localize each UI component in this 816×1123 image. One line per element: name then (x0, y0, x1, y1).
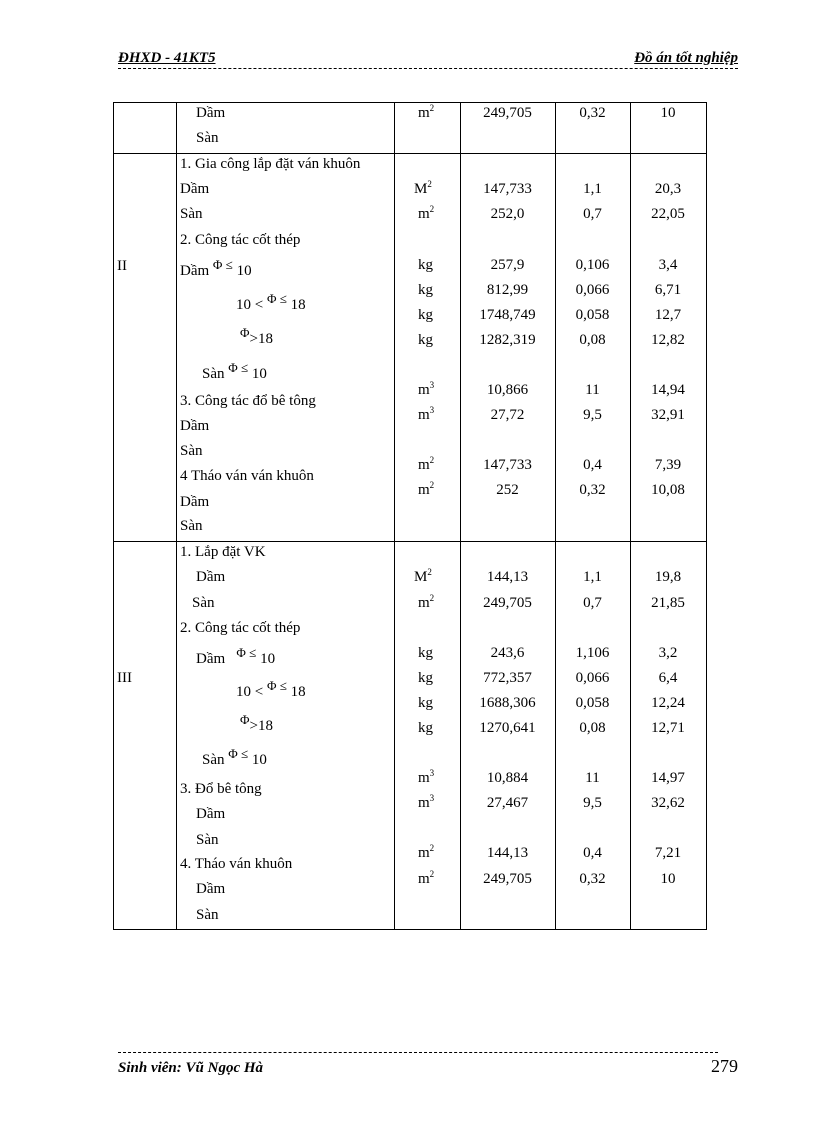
norm-cell: 11 (585, 382, 600, 398)
result-cell: 12,24 (651, 695, 685, 711)
section-number: III (117, 670, 132, 686)
unit-cell: $m^2$ (418, 103, 435, 121)
quantity-cell: 1748,749 (479, 307, 536, 323)
work-label: Dầm (196, 806, 226, 822)
norm-cell: 0,32 (579, 482, 606, 498)
work-label: Dầm (180, 418, 210, 434)
work-label: Dầm (180, 181, 210, 197)
work-label: 3. Đổ bê tông (180, 781, 262, 797)
table-bottom-border (113, 929, 707, 930)
quantity-cell: 243,6 (490, 645, 525, 661)
unit-cell: kg (418, 332, 433, 348)
work-label: Sàn Φ ≤ 10 (202, 360, 267, 382)
result-cell: 7,21 (654, 845, 682, 861)
norm-cell: 0,066 (575, 282, 610, 298)
unit-cell: $m^2$ (418, 480, 435, 498)
work-label: Dầm (180, 494, 210, 510)
work-label: 3. Công tác đổ bê tông (180, 393, 316, 409)
norm-cell: 0,106 (575, 257, 610, 273)
quantity-cell: 249,705 (483, 105, 532, 121)
work-label: 10 < Φ ≤ 18 (236, 291, 306, 313)
work-label: 1. Lắp đặt VK (180, 544, 266, 560)
unit-cell: $M^2$ (414, 179, 432, 197)
quantity-cell: 257,9 (490, 257, 525, 273)
unit-cell: kg (418, 282, 433, 298)
quantity-cell: 1282,319 (479, 332, 536, 348)
norm-cell: 9,5 (583, 795, 602, 811)
result-cell: 19,8 (654, 569, 682, 585)
norm-cell: 0,058 (575, 695, 610, 711)
work-label: Φ>18 (240, 712, 273, 734)
footer-student: Sinh viên: Vũ Ngọc Hà (118, 1060, 264, 1076)
unit-cell: kg (418, 695, 433, 711)
quantity-cell: 772,357 (483, 670, 532, 686)
header-divider (118, 68, 738, 69)
result-cell: 12,71 (651, 720, 685, 736)
result-cell: 3,4 (658, 257, 678, 273)
work-label: 4. Tháo ván khuôn (180, 856, 293, 872)
unit-cell: kg (418, 257, 433, 273)
unit-cell: kg (418, 720, 433, 736)
work-label: 4 Tháo ván ván khuôn (180, 468, 314, 484)
norm-cell: 0,08 (579, 720, 606, 736)
work-label: 1. Gia công lắp đặt ván khuôn (180, 156, 361, 172)
result-cell: 21,85 (651, 595, 685, 611)
unit-cell: $m^3$ (418, 793, 435, 811)
result-cell: 10 (660, 105, 676, 121)
work-label: 2. Công tác cốt thép (180, 232, 301, 248)
norm-cell: 0,32 (579, 105, 606, 121)
unit-cell: $m^2$ (418, 843, 435, 861)
work-label: 10 < Φ ≤ 18 (236, 678, 306, 700)
unit-cell: $M^2$ (414, 567, 432, 585)
result-cell: 10,08 (651, 482, 685, 498)
quantity-cell: 27,72 (490, 407, 525, 423)
work-label: Sàn (180, 518, 203, 534)
work-label: Sàn (180, 206, 203, 222)
unit-cell: $m^2$ (418, 869, 435, 887)
unit-cell: $m^2$ (418, 204, 435, 222)
unit-cell: $m^3$ (418, 380, 435, 398)
table-top-border (113, 102, 707, 103)
quantity-cell: 812,99 (486, 282, 529, 298)
norm-cell: 0,7 (583, 206, 602, 222)
work-label: Sàn (196, 130, 219, 146)
quantity-cell: 249,705 (483, 595, 532, 611)
unit-cell: $m^2$ (418, 593, 435, 611)
work-label: Dầm Φ ≤ 10 (180, 257, 252, 279)
work-label: Sàn Φ ≤ 10 (202, 746, 267, 768)
norm-cell: 0,4 (583, 845, 602, 861)
norm-cell: 0,058 (575, 307, 610, 323)
quantity-cell: 252,0 (490, 206, 525, 222)
norm-cell: 1,1 (583, 181, 602, 197)
unit-cell: kg (418, 670, 433, 686)
row-divider (113, 153, 707, 154)
unit-cell: kg (418, 645, 433, 661)
norm-cell: 1,1 (583, 569, 602, 585)
row-divider (113, 541, 707, 542)
quantity-cell: 144,13 (486, 569, 529, 585)
work-label: Dầm (196, 569, 226, 585)
result-cell: 14,94 (651, 382, 685, 398)
unit-cell: kg (418, 307, 433, 323)
quantity-cell: 252 (496, 482, 519, 498)
work-label: Sàn (180, 443, 203, 459)
norm-cell: 0,4 (583, 457, 602, 473)
work-label: Φ>18 (240, 325, 273, 347)
norm-cell: 0,066 (575, 670, 610, 686)
page-number: 279 (711, 1056, 738, 1076)
unit-cell: $m^3$ (418, 405, 435, 423)
norm-cell: 11 (585, 770, 600, 786)
quantity-cell: 1688,306 (479, 695, 536, 711)
work-label: Dầm (196, 881, 226, 897)
result-cell: 10 (660, 871, 676, 887)
work-label: Sàn (192, 595, 215, 611)
result-cell: 32,91 (651, 407, 685, 423)
work-label: Dầm Φ ≤ 10 (196, 645, 276, 667)
norm-cell: 0,32 (579, 871, 606, 887)
unit-cell: $m^2$ (418, 455, 435, 473)
work-label: Sàn (196, 907, 219, 923)
work-label: Sàn (196, 832, 219, 848)
quantity-cell: 1270,641 (479, 720, 536, 736)
result-cell: 6,71 (654, 282, 682, 298)
result-cell: 3,2 (658, 645, 678, 661)
result-cell: 12,82 (651, 332, 685, 348)
result-cell: 32,62 (651, 795, 685, 811)
result-cell: 6,4 (658, 670, 678, 686)
section-number: II (117, 258, 127, 274)
norm-cell: 1,106 (575, 645, 610, 661)
quantity-cell: 144,13 (486, 845, 529, 861)
result-cell: 7,39 (654, 457, 682, 473)
quantity-cell: 147,733 (483, 181, 532, 197)
norm-cell: 0,7 (583, 595, 602, 611)
footer-divider (118, 1052, 718, 1053)
column-divider (176, 102, 177, 930)
result-cell: 12,7 (654, 307, 682, 323)
quantity-cell: 27,467 (486, 795, 529, 811)
result-cell: 14,97 (651, 770, 685, 786)
quantity-cell: 10,884 (486, 770, 529, 786)
header-right: Đồ án tốt nghiệp (634, 50, 738, 66)
column-divider (394, 102, 395, 930)
result-cell: 20,3 (654, 181, 682, 197)
norm-cell: 0,08 (579, 332, 606, 348)
norm-cell: 9,5 (583, 407, 602, 423)
quantity-cell: 249,705 (483, 871, 532, 887)
unit-cell: $m^3$ (418, 768, 435, 786)
work-label: 2. Công tác cốt thép (180, 620, 301, 636)
work-label: Dầm (196, 105, 226, 121)
column-divider (706, 102, 707, 930)
column-divider (113, 102, 114, 930)
quantity-cell: 147,733 (483, 457, 532, 473)
header-left: ĐHXD - 41KT5 (118, 50, 216, 66)
result-cell: 22,05 (651, 206, 685, 222)
quantity-cell: 10,866 (486, 382, 529, 398)
